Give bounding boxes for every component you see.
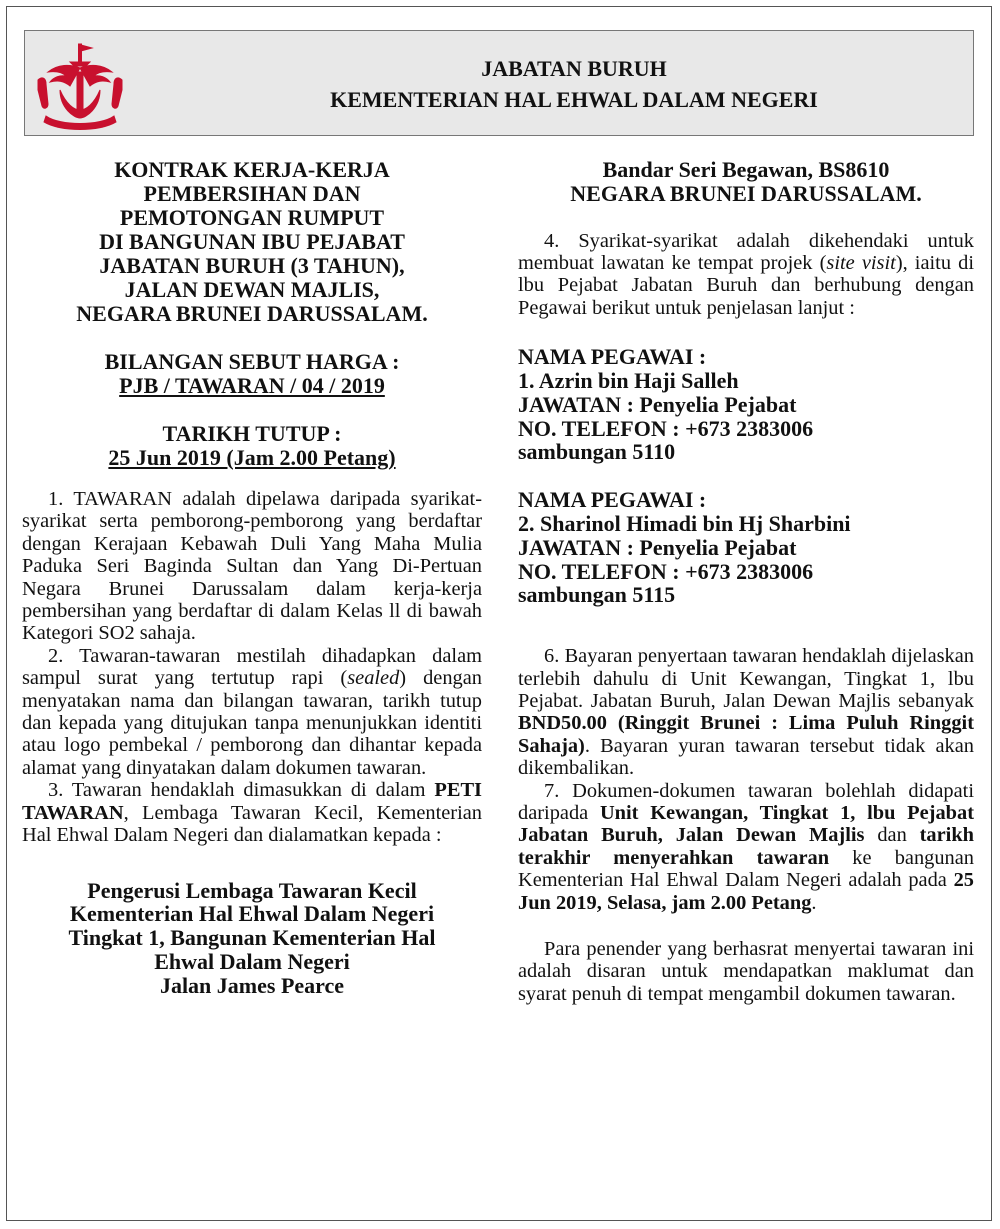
header-text	[175, 53, 973, 115]
officer-1-phone: NO. TELEFON : +673 2383006	[518, 415, 814, 441]
paragraph-7-bold-1: Unit Kewangan, Tingkat 1, lbu Pejabat Jabatan Buruh, Jalan Dewan Majlis	[518, 802, 974, 847]
header-banner	[24, 30, 974, 136]
paragraph-2-text-a: 2. Tawaran-tawaran mestilah dihadapkan dalam sampul surat yang tertutup rapi (	[22, 644, 482, 690]
right-column	[518, 158, 974, 1005]
paragraph-7-text-c: ke bangunan Kementerian Hal Ehwal Dalam Negeri adalah pada	[518, 846, 975, 892]
title-line-2: PEMBERSIHAN DAN	[143, 181, 361, 206]
paragraph-3	[22, 779, 482, 846]
officer-1-ext: sambungan 5110	[518, 439, 676, 465]
paragraph-3-text-a: 3. Tawaran hendaklah dimasukkan di dalam	[48, 779, 435, 802]
quote-number-block	[22, 350, 482, 398]
address-line-1: Pengerusi Lembaga Tawaran Kecil	[87, 877, 417, 903]
header-line-1: JABATAN BURUH	[481, 56, 667, 81]
officer-2-name: 2. Sharinol Himadi bin Hj Sharbini	[518, 511, 851, 536]
quote-number: PJB / TAWARAN / 04 / 2019	[119, 373, 385, 398]
address-line-3: Tingkat 1, Bangunan Kementerian Hal	[68, 925, 436, 951]
address-line-7: NEGARA BRUNEI DARUSSALAM.	[570, 180, 922, 206]
paragraph-2	[22, 645, 482, 779]
paragraph-6-bold: BND50.00 (Ringgit Brunei : Lima Puluh Ringgit Sahaja)	[518, 712, 974, 757]
title-line-1: KONTRAK KERJA-KERJA	[114, 157, 390, 182]
paragraph-3-bold: PETI TAWARAN	[22, 779, 482, 824]
officer-2-label: NAMA PEGAWAI :	[518, 487, 707, 513]
officer-1-label: NAMA PEGAWAI :	[518, 344, 707, 370]
paragraph-7-text-b: dan	[864, 824, 920, 847]
closing-date-block	[22, 422, 482, 470]
paragraph-1: 1. TAWARAN adalah dipelawa daripada syarikat-syarikat serta pemborong-pemborong yang berdaftar dengan Kerajaan Kebawah Duli Yang Maha Mulia Paduka Seri Baginda Sultan dan Yang Di-Pertuan Negara Brunei Darussalam dalam kerja-kerja pembersihan yang berdaftar di dalam Kelas ll di bawah Kategori SO2 sahaja.	[22, 488, 482, 645]
title-line-7: NEGARA BRUNEI DARUSSALAM.	[76, 301, 428, 326]
quote-label: BILANGAN SEBUT HARGA :	[104, 349, 400, 374]
address-line-2: Kementerian Hal Ehwal Dalam Negeri	[69, 901, 435, 927]
address-continued	[518, 158, 974, 206]
paragraph-3-text-b: , Lembaga Tawaran Kecil, Kementerian Hal Ehwal Dalam Negeri dan dialamatkan kepada :	[22, 801, 482, 847]
paragraph-7-text-d: .	[811, 891, 817, 914]
closing-date: 25 Jun 2019 (Jam 2.00 Petang)	[108, 445, 396, 470]
tender-title	[22, 158, 482, 326]
officer-1-block	[518, 345, 974, 464]
title-line-5: JABATAN BURUH (3 TAHUN),	[99, 253, 405, 278]
paragraph-6-text-b: . Bayaran yuran tawaran tersebut tidak akan dikembalikan.	[518, 734, 974, 780]
officer-2-block	[518, 488, 974, 607]
left-column	[22, 158, 482, 997]
paragraph-4-text-b: ), iaitu di lbu Pejabat Jabatan Buruh dan berhubung dengan Pegawai berikut untuk penjelasan lanjut :	[518, 252, 975, 319]
officer-2-phone: NO. TELEFON : +673 2383006	[518, 558, 814, 584]
title-line-6: JALAN DEWAN MAJLIS,	[124, 277, 380, 302]
paragraph-7	[518, 780, 974, 914]
paragraph-2-text-b: ) dengan menyatakan nama dan bilangan tawaran, tarikh tutup dan kepada yang ditujukan tanpa menunjukkan identiti atau logo pembekal / pemborong dan dihantar kepada alamat yang dinyatakan dalam dokumen tawaran.	[22, 667, 482, 779]
paragraph-4	[518, 230, 974, 320]
officer-1-post: JAWATAN : Penyelia Pejabat	[518, 391, 797, 417]
title-line-3: PEMOTONGAN RUMPUT	[119, 205, 385, 230]
paragraph-6-text-a: 6. Bayaran penyertaan tawaran hendaklah dijelaskan terlebih dahulu di Unit Kewangan, Tingkat 1, lbu Pejabat. Jabatan Buruh, Jalan Dewan Majlis sebanyak	[518, 645, 974, 712]
closing-label: TARIKH TUTUP :	[162, 421, 342, 446]
paragraph-7-bold-2: tarikh terakhir menyerahkan tawaran	[518, 824, 975, 869]
address-line-6: Bandar Seri Begawan, BS8610	[602, 157, 890, 182]
title-line-4: DI BANGUNAN IBU PEJABAT	[99, 229, 405, 254]
paragraph-4-italic: site visit	[826, 252, 896, 274]
paragraph-7-bold-3: 25 Jun 2019, Selasa, jam 2.00 Petang	[518, 869, 974, 914]
officer-2-post: JAWATAN : Penyelia Pejabat	[518, 534, 797, 560]
officer-2-ext: sambungan 5115	[518, 582, 676, 608]
paragraph-4-text-a: 4. Syarikat-syarikat adalah dikehendaki untuk membuat lawatan ke tempat projek (	[518, 229, 974, 274]
header-line-2: KEMENTERIAN HAL EHWAL DALAM NEGERI	[330, 87, 818, 112]
paragraph-2-italic: sealed	[347, 667, 400, 690]
brunei-crest-icon	[30, 42, 130, 132]
paragraph-6	[518, 645, 974, 779]
address-block	[22, 879, 482, 998]
paragraph-7-text-a: 7. Dokumen-dokumen tawaran bolehlah didapati daripada	[518, 779, 974, 825]
officer-1-name: 1. Azrin bin Haji Salleh	[518, 368, 739, 394]
address-line-4: Ehwal Dalam Negeri	[154, 948, 350, 974]
address-line-5: Jalan James Pearce	[159, 972, 345, 998]
closing-note: Para penender yang berhasrat menyertai tawaran ini adalah disaran untuk mendapatkan maklumat dan syarat penuh di tempat mengambil dokumen tawaran.	[518, 938, 974, 1005]
